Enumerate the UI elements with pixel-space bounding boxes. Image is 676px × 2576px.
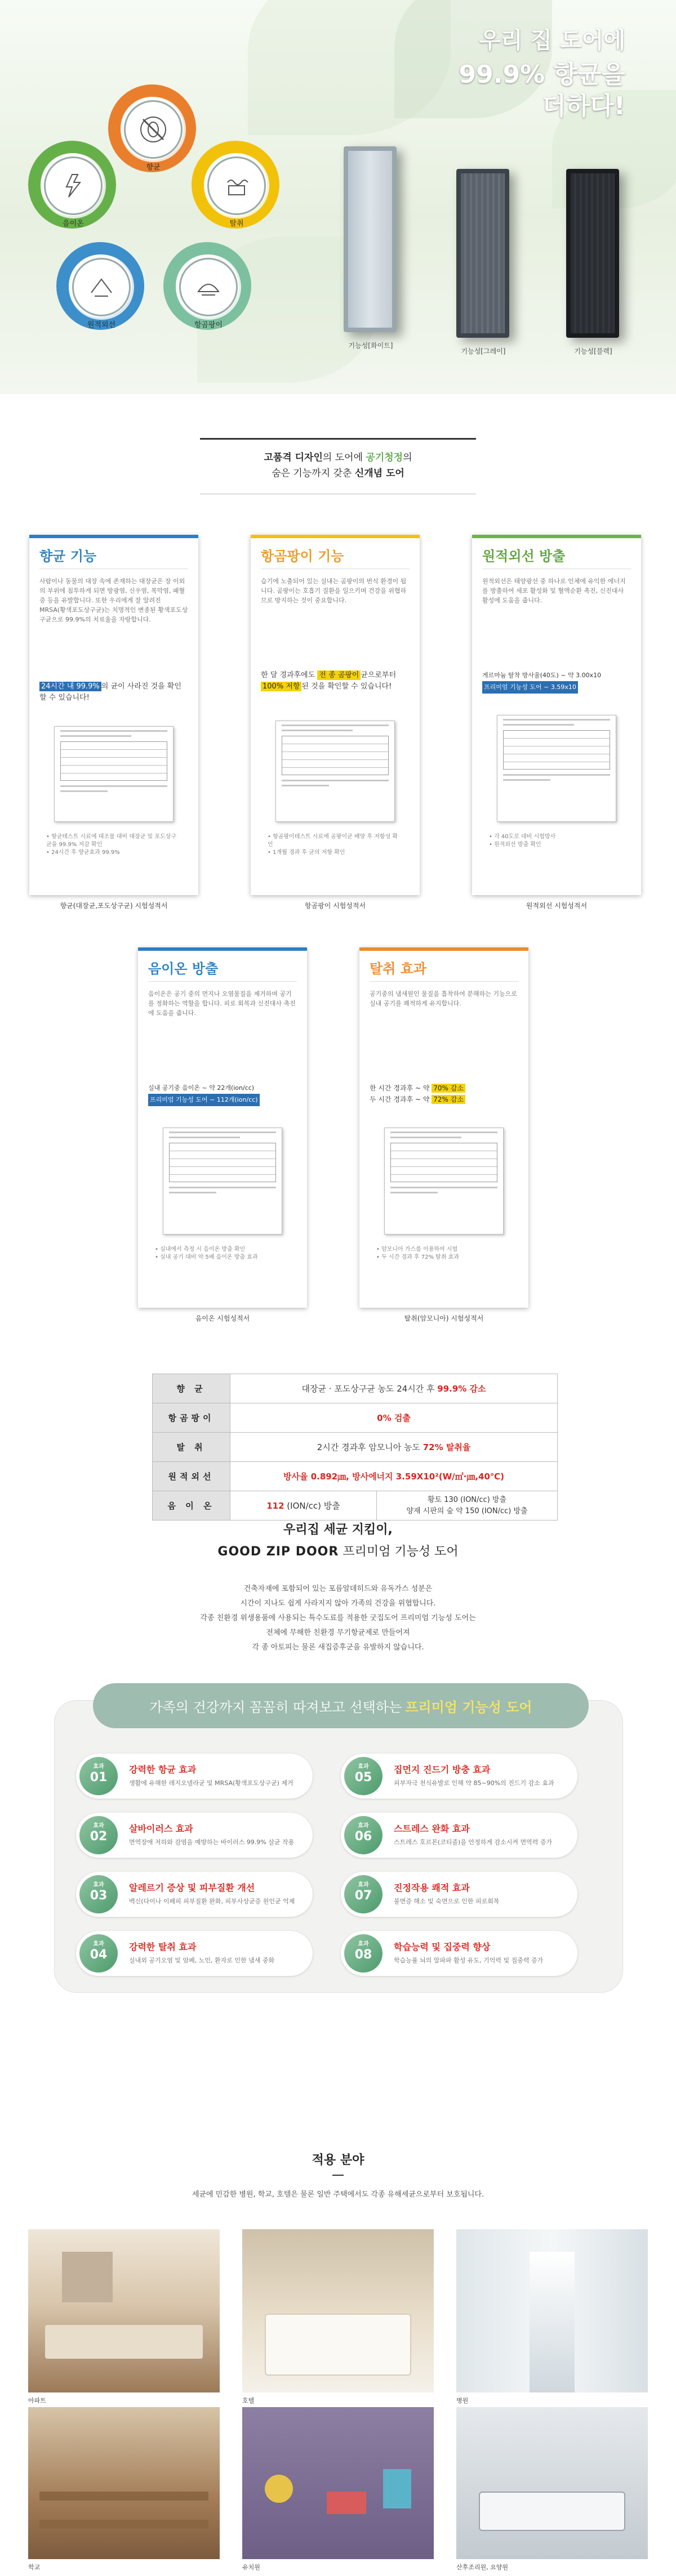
feature-number: 효과 07 (344, 1875, 383, 1913)
card-caption: 탈취(암모니아) 시험성적서 (404, 1314, 484, 1322)
features-banner (93, 1683, 589, 1728)
feature-number: 효과 04 (79, 1934, 118, 1973)
highlight-mark: 프리미엄 기능성 도어 ~ 112개(ion/cc) (148, 1094, 260, 1106)
intro-text: 숨은 기능까지 갖춘 (272, 468, 355, 479)
test-report-doc (497, 715, 616, 822)
feature-desc: 불면증 해소 및 숙면으로 인한 피로회복 (394, 1898, 500, 1905)
intro-text: 의 도어에 (322, 452, 366, 463)
feature-grid (76, 1754, 594, 1979)
card-body: 사람이나 동물의 대장 속에 존재하는 대장균은 장 이외의 부위에 침투하게 되면 방광염, 신우염, 복막염, 패혈증 등을 유발합니다. 또한 우리에게 잘 알려진 MRSA(황색포도상구균)는 치명적인 변종된 황색포도상구균으로 99.9%의 치료율을 자랑합니다. (39, 578, 188, 623)
highlight-mark: 프리미엄 기능성 도어 ~ 3.59x10 (482, 681, 578, 694)
door-gray (456, 169, 509, 338)
card-title: 항곰팡이 기능 (261, 548, 344, 564)
feature-title: 진정작용 쾌적 효과 (394, 1882, 470, 1893)
diagram-label: 음이온 (63, 220, 84, 228)
table-cell: 항곰팡이 (153, 1403, 230, 1433)
table-row (153, 1433, 558, 1462)
diagram-label: 탈취 (229, 220, 244, 228)
highlight-text: 두 시간 경과후 ~ 약 (370, 1095, 432, 1103)
card-caption: 원적외선 시험성적서 (526, 902, 588, 910)
feature-title: 살바이러스 효과 (129, 1823, 193, 1834)
photo-label: 호텔 (242, 2397, 255, 2404)
table-cell: 향 균 (153, 1374, 230, 1403)
feature-number: 효과 06 (344, 1816, 383, 1854)
test-report-doc (163, 1128, 282, 1235)
desc-line: 건축자재에 포함되어 있는 포름알데히드와 유독가스 성분은 (243, 1585, 433, 1593)
brand-title (0, 1542, 676, 1559)
intro-heading (200, 438, 476, 494)
feature-number: 효과 03 (79, 1875, 118, 1913)
card-accent (29, 535, 198, 538)
cell-highlight: 0% 검출 (377, 1413, 411, 1423)
photo-label: 유치원 (242, 2564, 260, 2571)
feature-desc: 학습능률 뇌의 알파파 활성 유도, 기억력 및 집중력 증가 (394, 1957, 544, 1964)
card-caption: 향균(대장균,포도상구균) 시험성적서 (60, 902, 168, 910)
highlight-text: 실내 공기중 음이온 ~ 약 22개(ion/cc) (148, 1084, 255, 1092)
table-cell (230, 1462, 558, 1491)
bed-shape (265, 2314, 411, 2376)
feature-desc: 스트레스 호르몬(코티졸)을 안정하게 감소시켜 면역력 증가 (394, 1839, 553, 1846)
kitchen-counter (45, 2325, 203, 2359)
banner-highlight: 프리미엄 기능성 도어 (405, 1699, 532, 1715)
toy-shape (327, 2492, 366, 2514)
card-title: 탈취 효과 (370, 961, 427, 977)
mold-icon (179, 258, 238, 316)
photo-school (28, 2407, 220, 2559)
feature-title: 강력한 항균 효과 (129, 1764, 197, 1775)
feature-desc: 면역장애 저하와 감염을 예방하는 바이러스 99.9% 살균 작용 (129, 1839, 295, 1846)
card-accent (472, 535, 641, 538)
bed-shape (479, 2492, 625, 2531)
highlight-text: 균으로부터 (361, 671, 397, 679)
cell-highlight: 99.9% 감소 (437, 1384, 486, 1394)
cell-text: 황토 130 (ION/cc) 방출 (427, 1495, 507, 1504)
diagram-label: 항곰팡이 (194, 321, 223, 329)
card-anion (138, 947, 307, 1308)
diagram-label: 원적외선 (87, 321, 116, 329)
corridor-shape (530, 2252, 575, 2392)
desk-shape (39, 2520, 208, 2529)
desk-shape (39, 2492, 208, 2501)
photo-label: 병원 (456, 2397, 469, 2404)
card-note: • 항곰팡이테스트 시료에 곰팡이균 배양 후 저항성 확인 • 1개월 경과 후 균의 저항 확인 (268, 834, 398, 856)
photo-hospital (456, 2229, 648, 2392)
divider (370, 981, 518, 982)
desc-line: 각 종 아토피는 물론 새집증후군을 유발하지 않습니다. (252, 1643, 424, 1652)
title-underline (332, 2175, 344, 2176)
feature-title: 스트레스 완화 효과 (394, 1823, 470, 1834)
feature-item (341, 1754, 577, 1799)
test-report-doc (384, 1128, 504, 1235)
divider (148, 981, 297, 982)
feature-desc: 생활에 유해한 레지오넬라균 및 MRSA(황색포도상구균) 제거 (129, 1779, 293, 1787)
highlight-mark: 24시간 내 99.9% (39, 682, 101, 691)
card-deodor (359, 947, 528, 1308)
brand-suffix: 프리미엄 기능성 도어 (339, 1545, 459, 1559)
feature-item (76, 1813, 313, 1858)
photo-care-center (456, 2407, 648, 2559)
table-cell (230, 1403, 558, 1433)
card-title: 원적외선 방출 (482, 548, 566, 564)
highlight-text: 게르마늄 탈착 방사율(40도) ~ 약 3.00x10 (482, 672, 602, 679)
card-note: • 각 40도로 대비 시험방사 • 원적외선 방출 확인 (489, 834, 556, 848)
card-caption: 항곰팡이 시험성적서 (304, 902, 366, 910)
door-label: 기능성[블랙] (574, 347, 612, 355)
door-black (566, 169, 619, 338)
highlight-text: 의 균이 사라진 것을 확인할 수 있습니다! (39, 682, 181, 702)
card-note: • 암모니아 가스를 이용하여 시험 • 두 시간 경과 후 72% 탈취 효과 (376, 1246, 459, 1260)
test-report-doc (54, 726, 174, 822)
hero-line-2: 99.9% 향균을 (459, 60, 625, 89)
photo-kindergarten (242, 2407, 434, 2559)
card-accent (251, 535, 420, 538)
feature-desc: 백신(다이나 이페피 피부질환 완화, 피부사상균증 원인균 억제 (129, 1898, 295, 1905)
desc-line: 시간이 지나도 쉽게 사라지지 않아 가족의 건강을 위협합니다. (240, 1599, 436, 1608)
feature-item (341, 1872, 577, 1917)
hero-line-3: 더하다! (542, 92, 625, 120)
highlight-text: 된 것을 확인할 수 있습니다! (301, 682, 392, 691)
table-cell: 원적외선 (153, 1462, 230, 1491)
cell-text: (ION/cc) 방출 (284, 1501, 340, 1511)
card-title: 향균 기능 (39, 548, 97, 564)
cell-text: 2시간 경과후 암모니아 농도 (317, 1442, 423, 1452)
brand-tagline: 우리집 세균 지킴이, (283, 1523, 393, 1537)
table-row (153, 1403, 558, 1433)
desc-line: 전체에 무해한 친환경 무기항균제로 만들어져 (266, 1629, 410, 1637)
highlight-mark: 72% 감소 (432, 1095, 465, 1104)
photo-label: 산후조리원, 요양원 (456, 2564, 509, 2571)
card-accent (359, 947, 528, 951)
photo-label: 학교 (28, 2564, 41, 2571)
brand-section (0, 1520, 676, 1655)
card-antifungal (251, 535, 420, 895)
cell-highlight: 112 (266, 1501, 284, 1511)
card-body: 습기에 노출되어 있는 실내는 곰팡이의 번식 환경이 됩니다. 곰팡이는 호흡기 질환을 일으키며 건강을 위협하므로 방지하는 것이 중요합니다. (261, 578, 407, 604)
table-cell (230, 1433, 558, 1462)
feature-number: 효과 05 (344, 1757, 383, 1795)
intro-text: 신개념 도어 (354, 468, 404, 479)
card-body: 원적외선은 태양광선 중 하나로 인체에 유익한 에너지를 방출하여 세포 활성화 및 혈액순환 촉진, 신진대사 활성에 도움을 줍니다. (482, 578, 626, 604)
toy-shape (383, 2469, 411, 2508)
diagram-label: 향균 (146, 163, 161, 172)
feature-title: 학습능력 및 집중력 향상 (394, 1942, 491, 1952)
feature-number: 효과 01 (79, 1757, 118, 1795)
photo-hotel (242, 2229, 434, 2392)
section-title: 적용 분야 (312, 2153, 364, 2167)
feature-title: 집먼지 진드기 방충 효과 (394, 1764, 491, 1775)
card-highlight (482, 670, 631, 694)
card-highlight (148, 1083, 297, 1106)
bacteria-icon (124, 100, 183, 159)
feature-desc: 피부자극 천식유발로 인해 약 85~90%의 진드기 감소 효과 (394, 1779, 554, 1787)
feature-item (341, 1813, 577, 1858)
card-infrared (472, 535, 641, 895)
feature-number: 효과 08 (344, 1934, 383, 1973)
highlight-mark: 70% 감소 (432, 1084, 465, 1093)
intro-highlight: 공기청정 (366, 452, 403, 463)
intro-text: 고품격 디자인 (264, 452, 323, 463)
feature-item (76, 1872, 313, 1917)
intro-text: 의 (403, 452, 412, 463)
section-desc: 세균에 민감한 병원, 학교, 호텔은 물론 일반 주택에서도 각종 유해세균으로부터 보호됩니다. (192, 2190, 484, 2199)
card-body: 음이온은 공기 중의 먼지나 오염물질을 제거하며 공기를 정화하는 역할을 합니다. 피로 회복과 신진대사 촉진에 도움을 줍니다. (148, 990, 296, 1017)
card-highlight (39, 681, 188, 704)
card-note: • 실내에서 측정 시 음이온 방출 확인 • 실내 공기 대비 약 5배 음이온 방출 효과 (155, 1246, 258, 1260)
desc-line: 각종 친환경 위생용품에 사용되는 특수도료를 적용한 굿집도어 프리미엄 기능성 도어는 (200, 1614, 476, 1622)
door-white (344, 146, 397, 332)
applications-section (0, 2150, 676, 2199)
feature-desc: 실내외 공기오염 및 암페, 노인, 환자로 인한 냄새 중화 (129, 1957, 275, 1964)
door-label: 기능성[그레이] (461, 347, 506, 355)
deodorize-icon (207, 156, 266, 215)
table-row (153, 1462, 558, 1491)
card-antibacterial (29, 535, 198, 895)
brand-logo: GOOD ZIP DOOR (217, 1545, 339, 1559)
cell-highlight: 72% 탈취율 (422, 1442, 471, 1452)
photo-apartment (28, 2229, 220, 2392)
table-row (153, 1491, 558, 1520)
highlight-mark: 100% 저항 (261, 682, 301, 691)
table-cell (230, 1491, 377, 1520)
brand-description (0, 1582, 676, 1655)
highlight-text: 한 달 경과후에도 (261, 671, 318, 679)
highlight-text: 한 시간 경과후 ~ 약 (370, 1084, 432, 1092)
card-accent (138, 947, 307, 951)
card-note: • 항균테스트 시료에 대조물 대비 대장균 및 포도상구균을 99.9% 저감 확인 • 24시간 후 향균효과 99.9% (46, 834, 177, 856)
far-infrared-icon (72, 258, 131, 316)
table-cell (230, 1374, 558, 1403)
photo-label: 아파트 (28, 2397, 46, 2404)
cell-text: 대장균 · 포도상구균 농도 24시간 후 (301, 1384, 438, 1394)
anion-icon (44, 156, 103, 215)
feature-item (76, 1754, 313, 1799)
summary-table (152, 1374, 558, 1520)
hero-section (0, 0, 676, 394)
cell-highlight: 방사율 0.892㎛, 방사에너지 3.59X10²(W/㎡·㎛,40℃) (283, 1472, 504, 1482)
feature-title: 알레르기 증상 및 피부질환 개선 (129, 1882, 255, 1893)
card-body: 공기중의 냄새원인 물질을 흡착하여 분해하는 기능으로 실내 공기를 쾌적하게 유지합니다. (370, 990, 517, 1007)
feature-item (341, 1931, 577, 1976)
table-cell: 탈 취 (153, 1433, 230, 1462)
card-caption: 음이온 시험성적서 (195, 1314, 250, 1322)
cell-text: 양재 시판의 숲 약 150 (ION/cc) 방출 (406, 1506, 528, 1515)
card-highlight (370, 1083, 518, 1105)
feature-title: 강력한 탈취 효과 (129, 1942, 197, 1952)
card-highlight (261, 670, 410, 692)
table-cell (377, 1491, 558, 1520)
highlight-mark: 전 종 곰팡이 (317, 670, 361, 680)
test-report-doc (275, 721, 395, 822)
table-row (153, 1374, 558, 1403)
feature-number: 효과 02 (79, 1816, 118, 1854)
card-title: 음이온 방출 (148, 961, 219, 977)
feature-item (76, 1931, 313, 1976)
banner-text: 가족의 건강까지 꼼꼼히 따져보고 선택하는 (149, 1699, 402, 1715)
toy-shape (265, 2475, 293, 2503)
door-label: 기능성[화이트] (348, 342, 393, 350)
window-shape (62, 2252, 113, 2302)
function-diagram (23, 84, 282, 343)
table-cell: 음 이 온 (153, 1491, 230, 1520)
hero-line-1: 우리 집 도어에 (479, 28, 625, 53)
